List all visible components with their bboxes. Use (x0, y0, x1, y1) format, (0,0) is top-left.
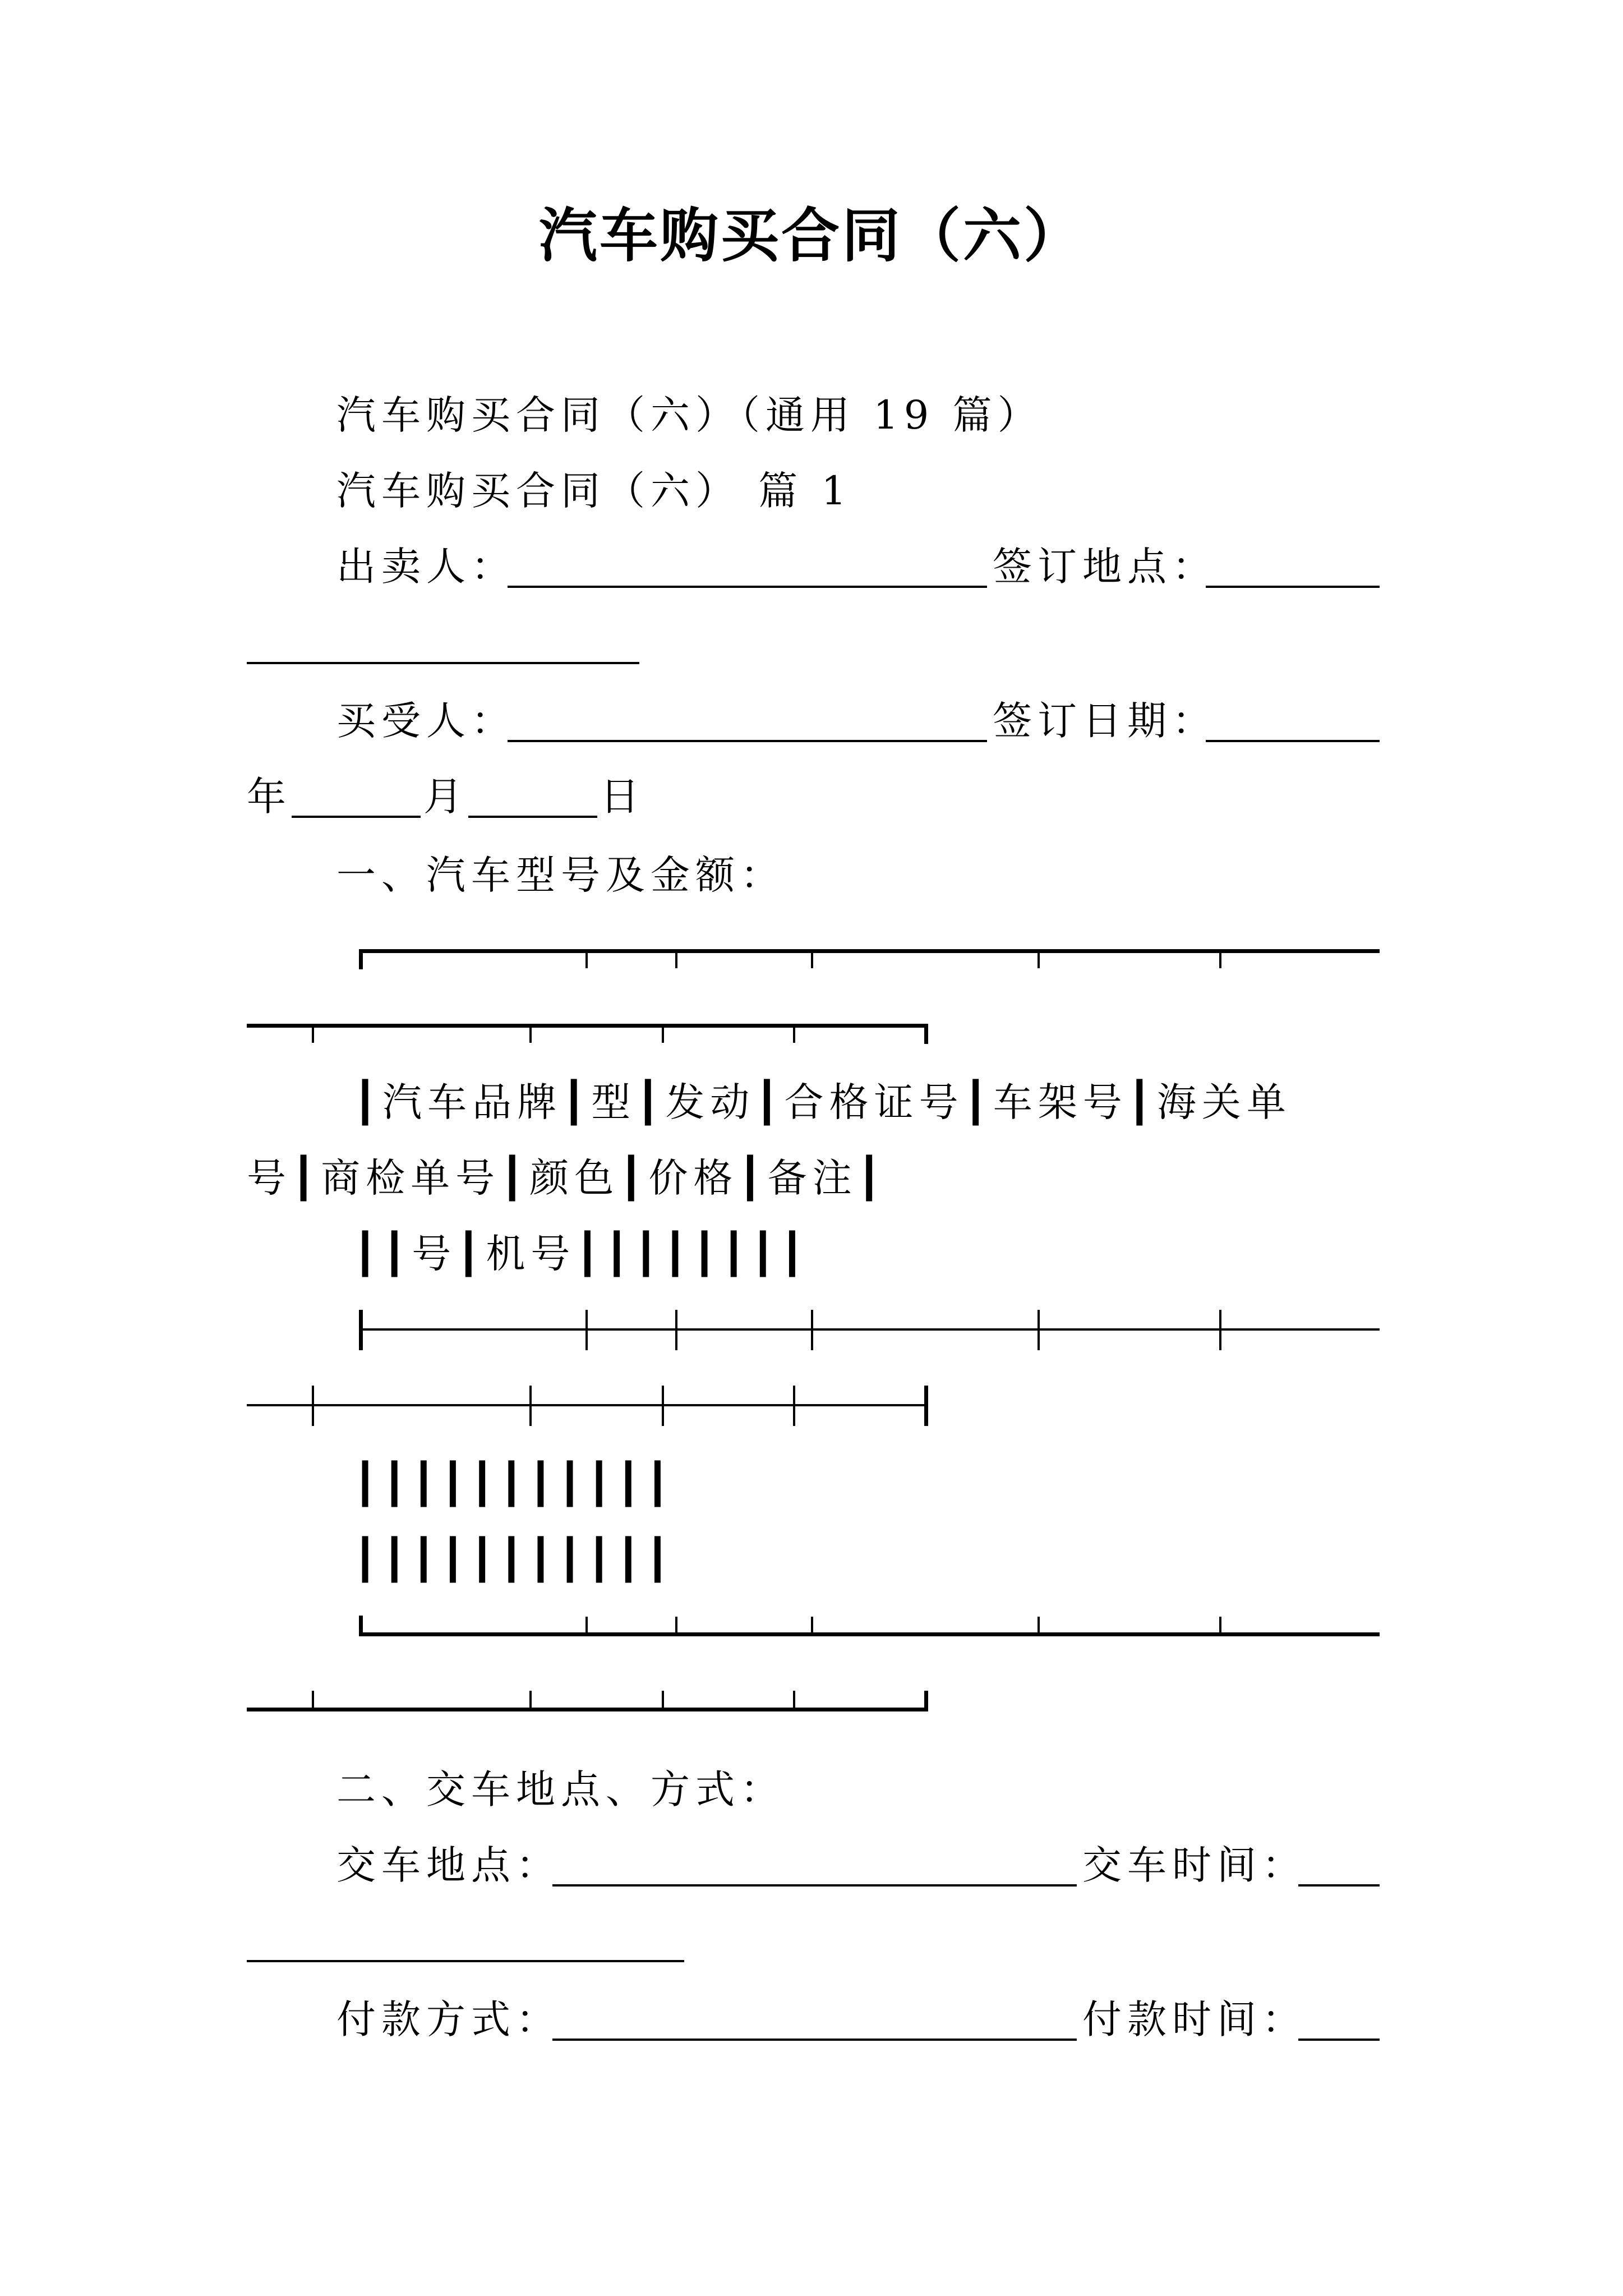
payment-time-label: 付款时间： (1082, 1996, 1307, 2042)
page-title: 汽车购买合同（六） (538, 201, 1084, 270)
section-heading: 汽车购买合同（六） 篇 1 (336, 468, 852, 514)
table-empty-row-1: ┃┃┃┃┃┃┃┃┃┃┃ (353, 1461, 675, 1507)
delivery-place-label: 交车地点： (336, 1842, 561, 1888)
payment-time-blank[interactable] (1298, 2039, 1380, 2041)
table-header-row-2: 号┃商检单号┃颜色┃价格┃备注┃ (247, 1155, 887, 1201)
payment-method-label: 付款方式： (336, 1996, 561, 2042)
table-empty-row-2: ┃┃┃┃┃┃┃┃┃┃┃ (353, 1536, 675, 1582)
payment-method-blank[interactable] (552, 2039, 1077, 2041)
year-blank[interactable] (292, 816, 421, 818)
sign-date-blank[interactable] (1206, 740, 1380, 742)
delivery-place-blank[interactable] (552, 1884, 1077, 1887)
subtitle: 汽车购买合同（六）（通用 19 篇） (336, 392, 1043, 438)
buyer-label: 买受人： (336, 698, 516, 744)
sign-place-blank[interactable] (1206, 586, 1380, 588)
year-label: 年 (247, 774, 292, 820)
sign-date-label: 签订日期： (993, 698, 1217, 744)
day-label: 日 (600, 774, 645, 820)
section-1-heading: 一、汽车型号及金额： (336, 852, 785, 898)
month-label: 月 (423, 774, 468, 820)
delivery-time-label: 交车时间： (1082, 1842, 1307, 1888)
table-header-row-3: ┃┃号┃机号┃┃┃┃┃┃┃┃ (353, 1231, 810, 1277)
table-header-row-1: ┃汽车品牌┃型┃发动┃合格证号┃车架号┃海关单 (353, 1079, 1292, 1125)
month-blank[interactable] (468, 816, 597, 818)
seller-label: 出卖人： (336, 544, 516, 590)
sign-place-label: 签订地点： (993, 544, 1217, 590)
sign-place-blank-cont[interactable] (247, 662, 639, 664)
delivery-time-blank[interactable] (1298, 1884, 1380, 1887)
buyer-blank[interactable] (508, 740, 987, 742)
delivery-time-blank-cont[interactable] (247, 1960, 684, 1962)
section-2-heading: 二、交车地点、方式： (336, 1766, 785, 1812)
seller-blank[interactable] (508, 586, 987, 588)
